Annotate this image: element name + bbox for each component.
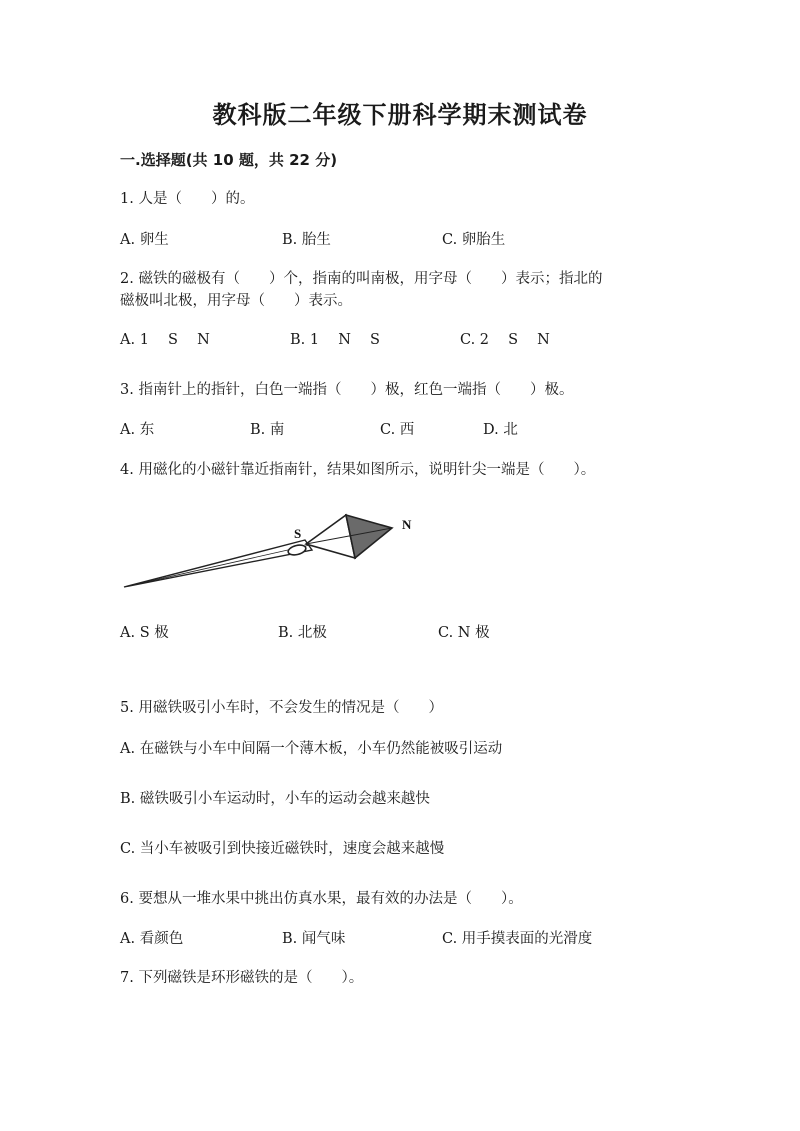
- section-heading: 一.选择题(共 10 题，共 22 分): [120, 151, 338, 169]
- magnetized-needle: [124, 540, 312, 587]
- question-6-option-b: B. 闻气味: [282, 931, 346, 947]
- page-title: 教科版二年级下册科学期末测试卷: [212, 101, 588, 129]
- question-4-option-b: B. 北极: [278, 625, 327, 641]
- question-5-option-c: C. 当小车被吸引到快接近磁铁时，速度会越来越慢: [120, 841, 445, 857]
- question-7-stem: 7. 下列磁铁是环形磁铁的是（ ）。: [120, 970, 364, 986]
- question-1-option-a: A. 卵生: [120, 232, 169, 248]
- question-4-option-a: A. S 极: [120, 625, 169, 641]
- question-3-option-b: B. 南: [250, 422, 285, 438]
- question-3-stem: 3. 指南针上的指针，白色一端指（ ）极，红色一端指（ ）极。: [120, 382, 574, 398]
- question-2-option-b: B. 1 N S: [290, 332, 380, 348]
- compass-needle-dark-half: [346, 515, 392, 558]
- question-6-stem: 6. 要想从一堆水果中挑出仿真水果，最有效的办法是（ ）。: [120, 891, 523, 907]
- question-1-stem: 1. 人是（ ）的。: [120, 191, 255, 207]
- question-1-option-b: B. 胎生: [282, 232, 331, 248]
- question-3-option-c: C. 西: [380, 422, 415, 438]
- question-1-option-c: C. 卵胎生: [442, 232, 506, 248]
- question-2-option-c: C. 2 S N: [460, 332, 550, 348]
- label-s: S: [294, 526, 302, 541]
- question-3-option-a: A. 东: [120, 422, 155, 438]
- question-2-option-a: A. 1 S N: [120, 332, 210, 348]
- question-5-stem: 5. 用磁铁吸引小车时，不会发生的情况是（ ）: [120, 700, 443, 716]
- question-6-option-c: C. 用手摸表面的光滑度: [442, 931, 593, 947]
- question-4-option-c: C. N 极: [438, 625, 490, 641]
- question-5-option-a: A. 在磁铁与小车中间隔一个薄木板，小车仍然能被吸引运动: [120, 741, 503, 757]
- question-6-option-a: A. 看颜色: [120, 931, 184, 947]
- question-2-stem-line-2: 磁极叫北极，用字母（ ）表示。: [120, 293, 352, 309]
- needle-compass-figure: [120, 500, 440, 600]
- label-n: N: [402, 517, 412, 532]
- question-2-stem-line-1: 2. 磁铁的磁极有（ ）个，指南的叫南极，用字母（ ）表示；指北的: [120, 271, 603, 287]
- question-5-option-b: B. 磁铁吸引小车运动时，小车的运动会越来越快: [120, 791, 430, 807]
- question-4-stem: 4. 用磁化的小磁针靠近指南针，结果如图所示，说明针尖一端是（ ）。: [120, 462, 596, 478]
- question-3-option-d: D. 北: [483, 422, 518, 438]
